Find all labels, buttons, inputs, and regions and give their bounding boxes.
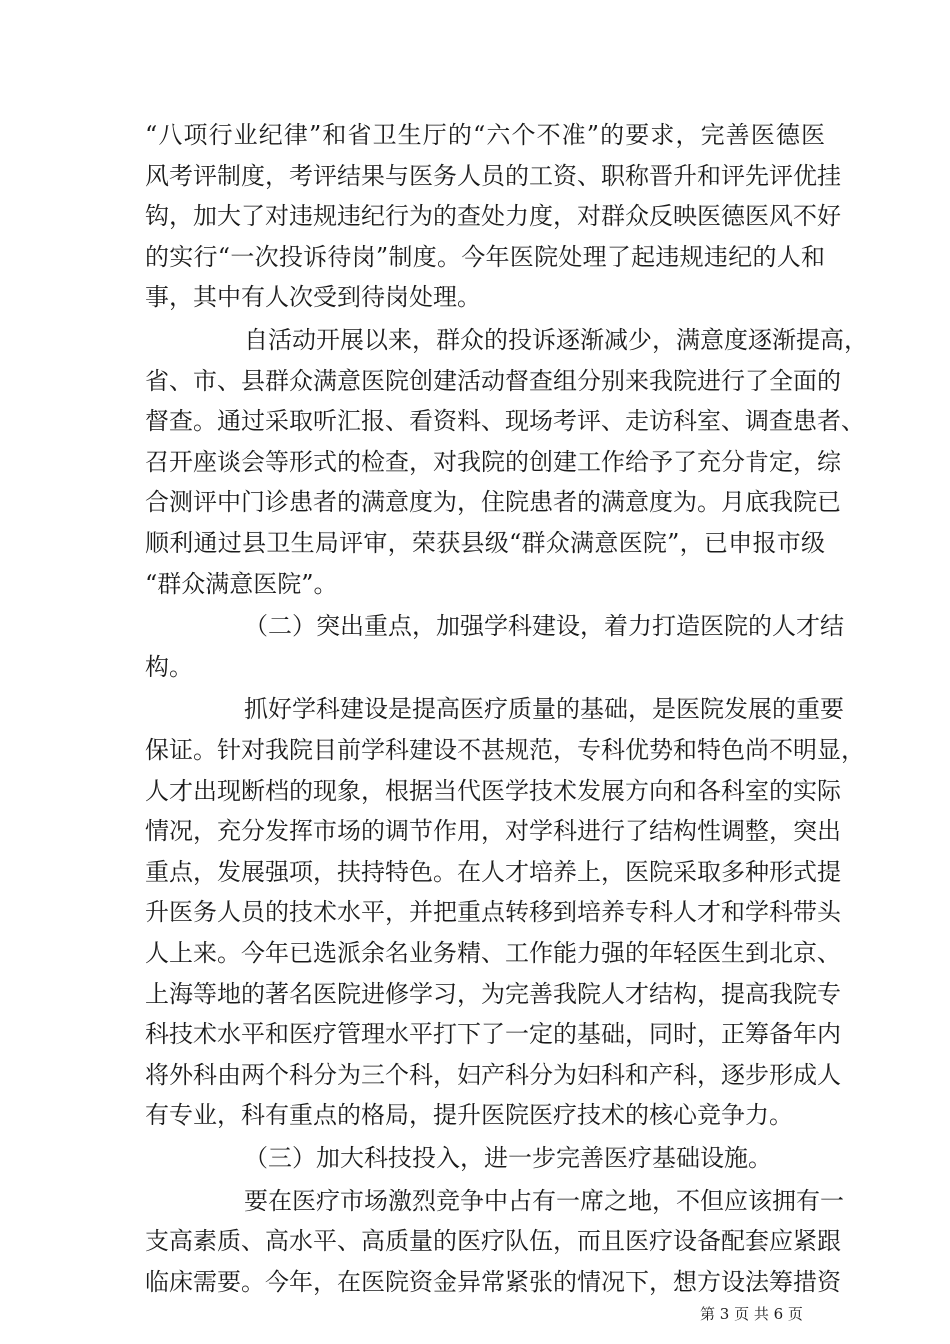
text-line: 情况，充分发挥市场的调节作用，对学科进行了结构性调整，突出 xyxy=(145,817,841,845)
text-line: 省、市、县群众满意医院创建活动督查组分别来我院进行了全面的 xyxy=(145,367,841,395)
text-line: “群众满意医院”。 xyxy=(145,570,338,598)
text-line: 顺利通过县卫生局评审，荣获县级“群众满意医院”，已申报市级 xyxy=(145,529,825,557)
text-line: 事，其中有人次受到待岗处理。 xyxy=(145,283,481,311)
text-line: 自活动开展以来，群众的投诉逐渐减少，满意度逐渐提高， xyxy=(244,326,868,354)
text-line: 有专业，科有重点的格局，提升医院医疗技术的核心竞争力。 xyxy=(145,1101,793,1129)
text-line: 科技术水平和医疗管理水平打下了一定的基础，同时，正筹备年内 xyxy=(145,1020,841,1048)
text-line: 人才出现断档的现象，根据当代医学技术发展方向和各科室的实际 xyxy=(145,777,841,805)
text-line: 将外科由两个科分为三个科，妇产科分为妇科和产科，逐步形成人 xyxy=(145,1061,841,1089)
text-line: 人上来。今年已选派余名业务精、工作能力强的年轻医生到北京、 xyxy=(145,939,841,967)
section-heading: （三）加大科技投入，进一步完善医疗基础设施。 xyxy=(244,1144,772,1172)
text-line: 重点，发展强项，扶持特色。在人才培养上，医院采取多种形式提 xyxy=(145,858,841,886)
text-line: 的实行“一次投诉待岗”制度。今年医院处理了起违规违纪的人和 xyxy=(145,243,825,271)
page-number: 第 3 页 共 6 页 xyxy=(700,1305,803,1323)
text-line: 风考评制度，考评结果与医务人员的工资、职称晋升和评先评优挂 xyxy=(145,162,841,190)
text-line: 合测评中门诊患者的满意度为，住院患者的满意度为。月底我院已 xyxy=(145,488,841,516)
text-line: 支高素质、高水平、高质量的医疗队伍，而且医疗设备配套应紧跟 xyxy=(145,1227,841,1255)
text-line: 督查。通过采取听汇报、看资料、现场考评、走访科室、调查患者、 xyxy=(145,407,865,435)
text-line: 钩，加大了对违规违纪行为的查处力度，对群众反映医德医风不好 xyxy=(145,202,841,230)
text-line: 临床需要。今年，在医院资金异常紧张的情况下，想方设法筹措资 xyxy=(145,1268,841,1296)
text-line: 抓好学科建设是提高医疗质量的基础，是医院发展的重要 xyxy=(244,695,844,723)
text-line: 升医务人员的技术水平，并把重点转移到培养专科人才和学科带头 xyxy=(145,898,841,926)
text-line: “八项行业纪律”和省卫生厅的“六个不准”的要求，完善医德医 xyxy=(145,121,825,149)
text-line: 召开座谈会等形式的检查，对我院的创建工作给予了充分肯定，综 xyxy=(145,448,841,476)
section-heading: 构。 xyxy=(145,653,193,681)
text-line: 上海等地的著名医院进修学习，为完善我院人才结构，提高我院专 xyxy=(145,980,841,1008)
text-line: 保证。针对我院目前学科建设不甚规范，专科优势和特色尚不明显， xyxy=(145,736,865,764)
section-heading: （二）突出重点，加强学科建设，着力打造医院的人才结 xyxy=(244,612,844,640)
text-line: 要在医疗市场激烈竞争中占有一席之地，不但应该拥有一 xyxy=(244,1187,844,1215)
